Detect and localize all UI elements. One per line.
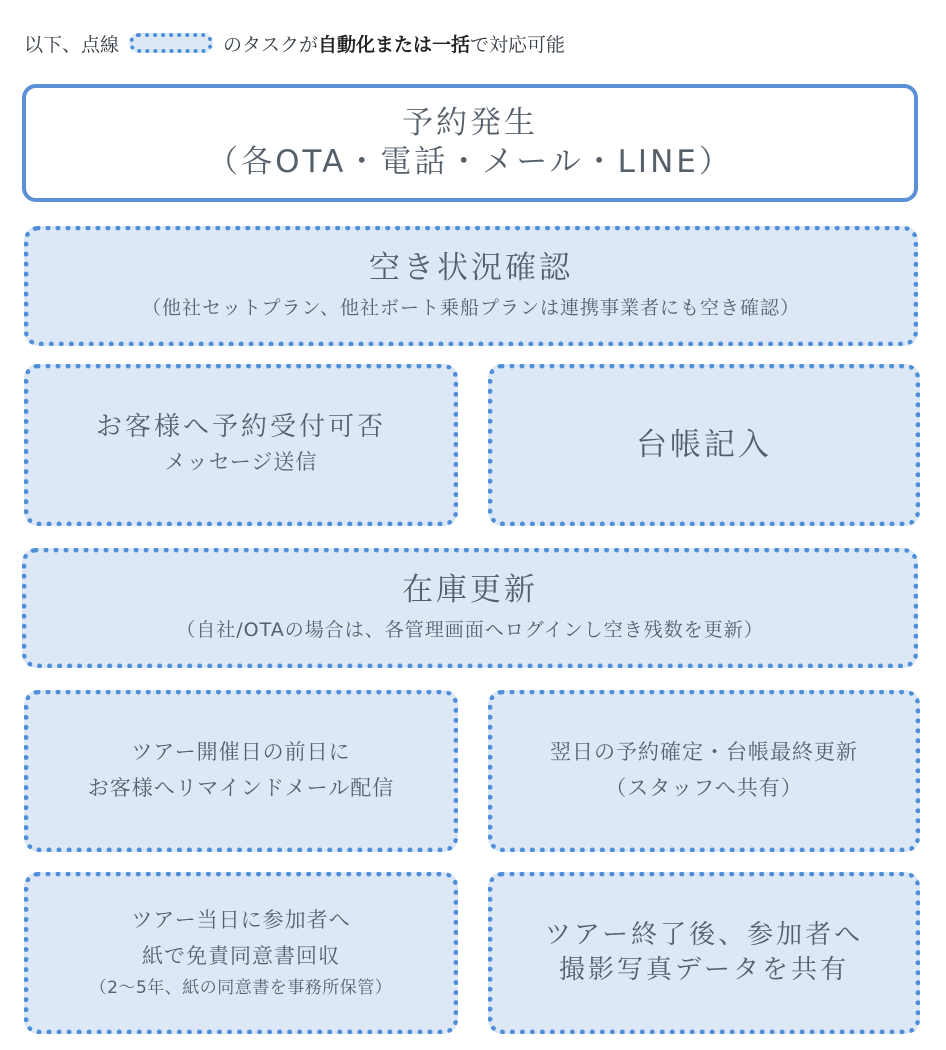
stock-box bbox=[22, 548, 918, 668]
legend bbox=[24, 26, 565, 60]
waiver-line2: 紙で免責同意書回収 bbox=[142, 943, 340, 968]
ledger-box bbox=[488, 364, 920, 526]
ledger-title: 台帳記入 bbox=[636, 426, 772, 463]
confirm-box bbox=[488, 690, 920, 852]
reminder-line2: お客様へリマインドメール配信 bbox=[87, 776, 395, 800]
legend-bold: 自動化または一括 bbox=[318, 33, 471, 56]
waiver-line3: （2〜5年、紙の同意書を事務所保管） bbox=[89, 978, 393, 999]
availability-box bbox=[24, 226, 918, 346]
reminder-box bbox=[24, 690, 458, 852]
reminder-line1: ツアー開催日の前日に bbox=[131, 740, 351, 765]
legend-suffix: で対応可能 bbox=[470, 33, 566, 56]
accept-message-line1: お客様へ予約受付可否 bbox=[95, 411, 386, 442]
dotted-line-swatch bbox=[129, 33, 213, 53]
waiver-box bbox=[24, 872, 458, 1034]
accept-message-box bbox=[24, 364, 458, 526]
confirm-line1: 翌日の予約確定・台帳最終更新 bbox=[550, 740, 858, 765]
accept-message-line2: メッセージ送信 bbox=[164, 449, 318, 474]
availability-note: （他社セットプラン、他社ボート乗船プランは連携事業者にも空き確認） bbox=[142, 297, 800, 320]
reservation-channels: （各OTA・電話・メール・LINE） bbox=[207, 144, 733, 180]
availability-title: 空き状況確認 bbox=[369, 250, 573, 287]
confirm-line2: （スタッフへ共有） bbox=[605, 776, 803, 800]
photos-line1: ツアー終了後、参加者へ bbox=[544, 919, 864, 950]
stock-title: 在庫更新 bbox=[402, 572, 538, 609]
legend-prefix: 以下、点線 bbox=[24, 33, 120, 56]
photos-line2: 撮影写真データを共有 bbox=[558, 955, 849, 985]
waiver-line1: ツアー当日に参加者へ bbox=[131, 907, 351, 932]
legend-middle: のタスクが bbox=[223, 33, 319, 56]
photos-box bbox=[488, 872, 920, 1034]
reservation-title: 予約発生 bbox=[402, 105, 538, 142]
stock-note: （自社/OTAの場合は、各管理画面へログインし空き残数を更新） bbox=[176, 619, 764, 642]
reservation-box bbox=[22, 84, 918, 202]
